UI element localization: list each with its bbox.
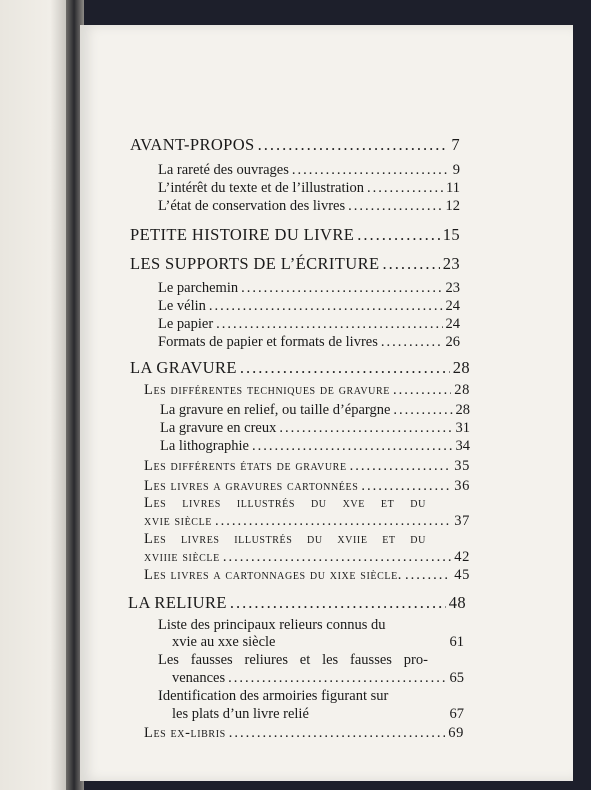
toc-entry-page: 9 (452, 162, 460, 178)
toc-entry-etats-gravure[interactable] (144, 458, 470, 475)
leader-dots (348, 198, 442, 215)
facing-page-edge (0, 0, 72, 790)
toc-word: du (410, 531, 426, 547)
toc-entry-lithographie[interactable] (160, 438, 470, 455)
toc-entry-papier[interactable] (158, 316, 460, 333)
toc-entry-page: 42 (454, 549, 470, 565)
toc-entry-page: 36 (454, 478, 470, 494)
toc-word: xve (342, 495, 365, 511)
toc-word: et (380, 495, 395, 511)
toc-entry-page: 28 (452, 358, 470, 377)
toc-entry-page: 34 (455, 438, 470, 454)
leader-dots (228, 670, 446, 687)
toc-entry-page: 24 (445, 298, 460, 314)
leader-dots (350, 458, 452, 475)
leader-dots (381, 334, 443, 351)
toc-word: du (410, 495, 426, 511)
toc-entry-ex-libris[interactable] (144, 725, 464, 742)
toc-entry-label: LA RELIURE (128, 593, 227, 612)
toc-word: du (310, 495, 327, 511)
toc-entry-label: Les différentes techniques de gravure (144, 382, 390, 398)
toc-word: pro- (403, 652, 428, 668)
toc-entry-label: La lithographie (160, 438, 249, 454)
toc-entry-fausses-line2[interactable] (172, 670, 464, 687)
toc-entry-label: xvie au xxe siècle (172, 634, 276, 650)
toc-entry-label: LES SUPPORTS DE L’ÉCRITURE (130, 254, 380, 273)
table-of-contents-page (80, 25, 573, 781)
toc-entry-relieurs-line2[interactable] (172, 634, 464, 651)
toc-entry-label: PETITE HISTOIRE DU LIVRE (130, 225, 355, 244)
toc-word: reliures (244, 652, 288, 668)
toc-entry-label: Les différents états de gravure (144, 458, 347, 474)
toc-word: livres (182, 495, 221, 511)
toc-entry-label: Le papier (158, 316, 214, 332)
toc-entry-page: 61 (449, 634, 464, 650)
toc-entry-page: 26 (445, 334, 460, 350)
toc-entry-label: Formats de papier et formats de livres (158, 334, 378, 350)
toc-entry-illustres-xvii-line2[interactable] (144, 549, 470, 566)
toc-entry-label: venances (172, 670, 226, 686)
toc-entry-velin[interactable] (158, 298, 460, 315)
leader-dots (215, 513, 451, 530)
toc-entry-label: LA GRAVURE (130, 358, 237, 377)
toc-entry-label: L’état de conservation des livres (158, 198, 346, 214)
toc-entry-parchemin[interactable] (158, 280, 460, 297)
leader-dots (361, 478, 451, 495)
toc-entry-page: 23 (442, 254, 460, 273)
toc-entry-formats[interactable] (158, 334, 460, 351)
toc-word: Les (158, 652, 179, 668)
toc-entry-cartonnees[interactable] (144, 478, 470, 495)
leader-dots (292, 162, 450, 179)
toc-entry-page: 11 (446, 180, 460, 196)
toc-entry-label: Les ex-libris (144, 725, 226, 741)
toc-entry-relieurs-line1[interactable]: Liste des principaux relieurs connus du (158, 617, 386, 633)
toc-entry-page: 37 (454, 513, 470, 529)
toc-entry-page: 65 (449, 670, 464, 686)
toc-word: du (307, 531, 323, 547)
leader-dots (367, 180, 443, 197)
toc-entry-page: 31 (455, 420, 470, 436)
toc-entry-page: 28 (455, 402, 470, 418)
leader-dots (223, 549, 451, 566)
toc-entry-label: La gravure en creux (160, 420, 277, 436)
toc-entry-label: AVANT-PROPOS (130, 135, 255, 154)
leader-dots (240, 358, 450, 378)
leader-dots (393, 402, 452, 419)
table-of-contents (80, 25, 573, 781)
toc-entry-page: 15 (442, 225, 460, 244)
toc-entry-armoiries-line2[interactable] (172, 706, 464, 723)
toc-entry-page: 23 (445, 280, 460, 296)
toc-entry-interet[interactable] (158, 180, 460, 197)
toc-entry-rarete[interactable] (158, 162, 460, 179)
toc-word: Les (144, 495, 167, 511)
leader-dots (258, 135, 449, 155)
leader-dots (357, 225, 439, 245)
toc-entry-creux[interactable] (160, 420, 470, 437)
toc-word: livres (180, 531, 220, 547)
toc-word: et (382, 531, 396, 547)
toc-entry-avant-propos[interactable] (130, 135, 460, 155)
toc-word: illustrés (236, 495, 296, 511)
toc-entry-label: Le parchemin (158, 280, 239, 296)
toc-entry-label: La rareté des ouvrages (158, 162, 289, 178)
toc-entry-label: Le vélin (158, 298, 206, 314)
toc-entry-reliure[interactable] (128, 593, 466, 613)
leader-dots (393, 382, 451, 399)
toc-entry-fausses-line1[interactable] (158, 652, 428, 669)
toc-word: fausses (190, 652, 233, 668)
toc-entry-etat[interactable] (158, 198, 460, 215)
toc-word: illustrés (234, 531, 293, 547)
toc-word: et (299, 652, 311, 668)
toc-entry-page: 28 (454, 382, 470, 398)
toc-entry-gravure[interactable] (130, 358, 470, 378)
toc-entry-page: 12 (445, 198, 460, 214)
toc-entry-label: La gravure en relief, ou taille d’épargne (160, 402, 391, 418)
toc-entry-page: 35 (454, 458, 470, 474)
leader-dots (241, 280, 442, 297)
toc-entry-label: Les livres a gravures cartonnées (144, 478, 359, 494)
toc-entry-armoiries-line1[interactable]: Identification des armoiries figurant sur (158, 688, 389, 704)
toc-entry-label: xvie siècle (144, 513, 212, 529)
leader-dots (279, 420, 452, 437)
toc-entry-page: 45 (454, 567, 470, 583)
leader-dots (230, 593, 446, 613)
toc-entry-illustres-xv-line2[interactable] (144, 513, 470, 530)
toc-entry-page: 7 (451, 135, 460, 154)
toc-word: les (322, 652, 339, 668)
toc-entry-illustres-xv-line1[interactable] (144, 495, 426, 512)
toc-entry-label: L’intérêt du texte et de l’illustration (158, 180, 365, 196)
toc-entry-petite-histoire[interactable] (130, 225, 460, 245)
leader-dots (252, 438, 453, 455)
toc-entry-page: 67 (449, 706, 464, 722)
toc-entry-label: xviiie siècle (144, 549, 220, 565)
toc-entry-label: les plats d’un livre relié (172, 706, 309, 722)
toc-entry-page: 48 (448, 593, 466, 612)
leader-dots (405, 567, 451, 584)
toc-entry-label: Les livres a cartonnages du xixe siècle. (144, 567, 403, 583)
toc-entry-cartonnages[interactable] (144, 567, 470, 584)
leader-dots (382, 254, 439, 274)
toc-entry-page: 24 (445, 316, 460, 332)
leader-dots (229, 725, 446, 742)
toc-word: fausses (350, 652, 392, 668)
toc-entry-techniques[interactable] (144, 382, 470, 399)
toc-entry-relief[interactable] (160, 402, 470, 419)
leader-dots (209, 298, 443, 315)
toc-entry-page: 69 (448, 725, 464, 741)
toc-entry-illustres-xvii-line1[interactable] (144, 531, 426, 548)
leader-dots (216, 316, 442, 333)
toc-word: Les (144, 531, 167, 547)
toc-word: xviie (337, 531, 368, 547)
toc-entry-supports[interactable] (130, 254, 460, 274)
